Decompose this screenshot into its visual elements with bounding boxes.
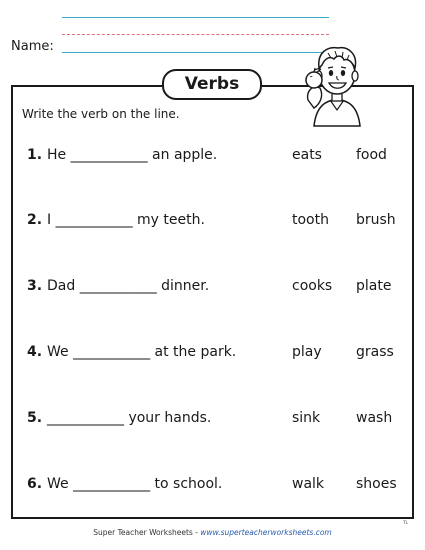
footer (0, 528, 425, 538)
worksheet-title: Verbs (162, 69, 262, 100)
question-row (0, 474, 425, 496)
footer-site-name: Super Teacher Worksheets - (93, 528, 201, 537)
question-number: 5. (27, 410, 43, 426)
question-number: 1. (27, 147, 43, 163)
question-row (0, 145, 425, 167)
question-row (0, 408, 425, 430)
question-sentence[interactable]: We ___________ to school. (47, 476, 223, 492)
footer-url-link[interactable]: www.superteacherworksheets.com (200, 528, 332, 537)
word-choice-b: wash (356, 410, 393, 426)
word-choice-a: play (292, 344, 322, 360)
name-dotted-midline (62, 34, 329, 35)
word-choice-b: shoes (356, 476, 397, 492)
boy-with-apple-illustration (300, 40, 374, 132)
question-number: 3. (27, 278, 43, 294)
question-row (0, 342, 425, 364)
name-write-line[interactable] (62, 52, 329, 53)
question-number: 2. (27, 212, 43, 228)
word-choice-a: eats (292, 147, 322, 163)
name-label: Name: (11, 39, 54, 54)
question-sentence[interactable]: We ___________ at the park. (47, 344, 237, 360)
question-sentence[interactable]: Dad ___________ dinner. (47, 278, 210, 294)
word-choice-b: grass (356, 344, 394, 360)
question-number: 4. (27, 344, 43, 360)
question-row (0, 210, 425, 232)
word-choice-b: plate (356, 278, 392, 294)
word-choice-a: walk (292, 476, 325, 492)
question-number: 6. (27, 476, 43, 492)
corner-code: TL (403, 521, 409, 526)
question-row (0, 276, 425, 298)
instructions: Write the verb on the line. (22, 107, 180, 121)
word-choice-b: brush (356, 212, 396, 228)
question-sentence[interactable]: I ___________ my teeth. (47, 212, 205, 228)
question-sentence[interactable]: He ___________ an apple. (47, 147, 218, 163)
question-sentence[interactable]: ___________ your hands. (47, 410, 212, 426)
word-choice-a: cooks (292, 278, 333, 294)
word-choice-a: sink (292, 410, 321, 426)
word-choice-a: tooth (292, 212, 329, 228)
name-top-line (62, 17, 329, 18)
word-choice-b: food (356, 147, 387, 163)
